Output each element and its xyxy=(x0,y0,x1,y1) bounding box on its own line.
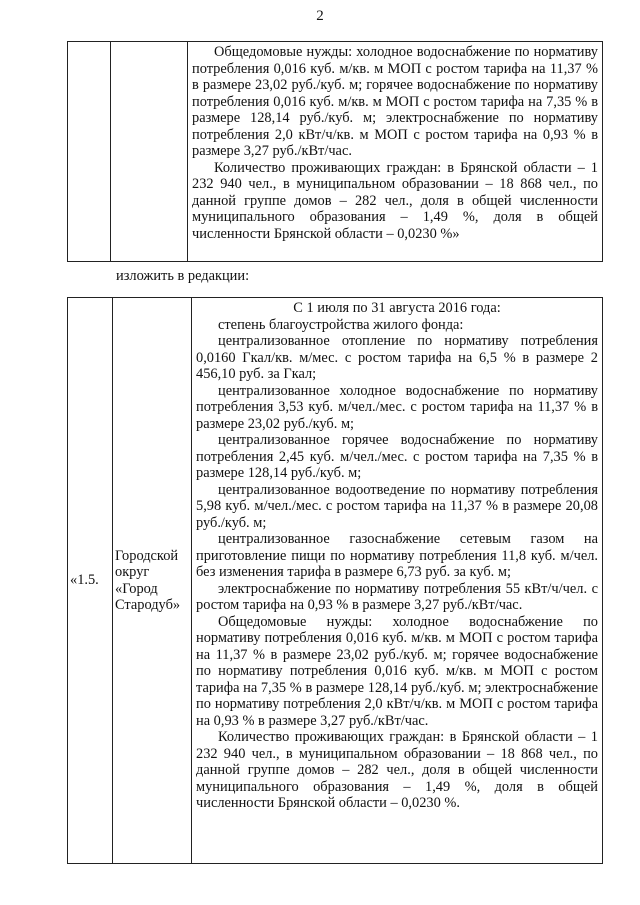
tariff-table-original xyxy=(67,41,603,262)
cold-water-paragraph: централизованное холодное водоснабжение по нормативу потребления 3,53 куб. м/чел./мес. с ростом тарифа на 11,37 % в размере 23,02 руб./куб. м; xyxy=(196,382,598,432)
municipality-cell xyxy=(111,42,188,262)
tariff-text-cell xyxy=(188,42,603,262)
tariff-text-cell xyxy=(192,298,603,864)
heating-paragraph: централизованное отопление по нормативу потребления 0,0160 Гкал/кв. м/мес. с ростом тарифа на 6,5 % в размере 2 456,10 руб. за Гкал; xyxy=(196,333,598,382)
common-needs-paragraph: Общедомовые нужды: холодное водоснабжение по нормативу потребления 0,016 куб. м/кв. м МОП с ростом тарифа на 11,37 % в размере 23,02 руб./куб. м; горячее водоснабжение по нормативу потребления 0,016 куб. м/кв. м МОП с ростом тарифа на 7,35 % в размере 128,14 руб./куб. м; электроснабжение по нормативу потребления 2,0 кВт/ч/кв. м МОП с ростом тарифа на 0,93 % в размере 3,27 руб./кВт/час. xyxy=(196,613,598,729)
gas-paragraph: централизованное газоснабжение сетевым газом на приготовление пищи по нормативу потребления 11,8 куб. м/чел. без изменения тарифа в размере 6,73 руб. за куб. м; xyxy=(196,531,598,580)
electricity-paragraph: электроснабжение по нормативу потребления 55 кВт/ч/чел. с ростом тарифа на 0,93 % в размере 3,27 руб./кВт/час. xyxy=(196,580,598,613)
municipality-name: Городской округ «Город Стародуб» xyxy=(113,298,192,864)
housing-level-paragraph: степень благоустройства жилого фонда: xyxy=(218,316,464,333)
sewage-paragraph: централизованное водоотведение по нормативу потребления 5,98 куб. м/чел./мес. с ростом тарифа на 11,37 % в размере 20,08 руб./куб. м; xyxy=(196,481,598,531)
period-heading: С 1 июля по 31 августа 2016 года: xyxy=(293,300,501,316)
residents-paragraph: Количество проживающих граждан: в Брянской области – 1 232 940 чел., в муниципальном образовании – 18 868 чел., по данной группе домов – 282 чел., доля в общей численности муниципального образования – 1,49 %, доля в общей численности Брянской области – 0,0230 %» xyxy=(192,159,598,242)
number-cell xyxy=(68,42,111,262)
tariff-table-new xyxy=(67,297,603,864)
residents-paragraph: Количество проживающих граждан: в Брянской области – 1 232 940 чел., в муниципальном образовании – 18 868 чел., по данной группе домов – 282 чел., доля в общей численности муниципального образования – 1,49 %, доля в общей численности Брянской области – 0,0230 %. xyxy=(196,729,598,811)
page-number: 2 xyxy=(316,8,324,24)
amendment-text: изложить в редакции: xyxy=(116,268,250,284)
hot-water-paragraph: централизованное горячее водоснабжение по нормативу потребления 2,45 куб. м/чел./мес. с ростом тарифа на 7,35 % в размере 128,14 руб./куб. м; xyxy=(196,432,598,481)
row-number: «1.5. xyxy=(68,298,113,864)
common-needs-paragraph: Общедомовые нужды: холодное водоснабжение по нормативу потребления 0,016 куб. м/кв. м МОП с ростом тарифа на 11,37 % в размере 23,02 руб./куб. м; горячее водоснабжение по нормативу потребления 0,016 куб. м/кв. м МОП с ростом тарифа на 7,35 % в размере 128,14 руб./куб. м; электроснабжение по нормативу потребления 2,0 кВт/ч/кв. м МОП с ростом тарифа на 0,93 % в размере 3,27 руб./кВт/час. xyxy=(192,44,598,159)
